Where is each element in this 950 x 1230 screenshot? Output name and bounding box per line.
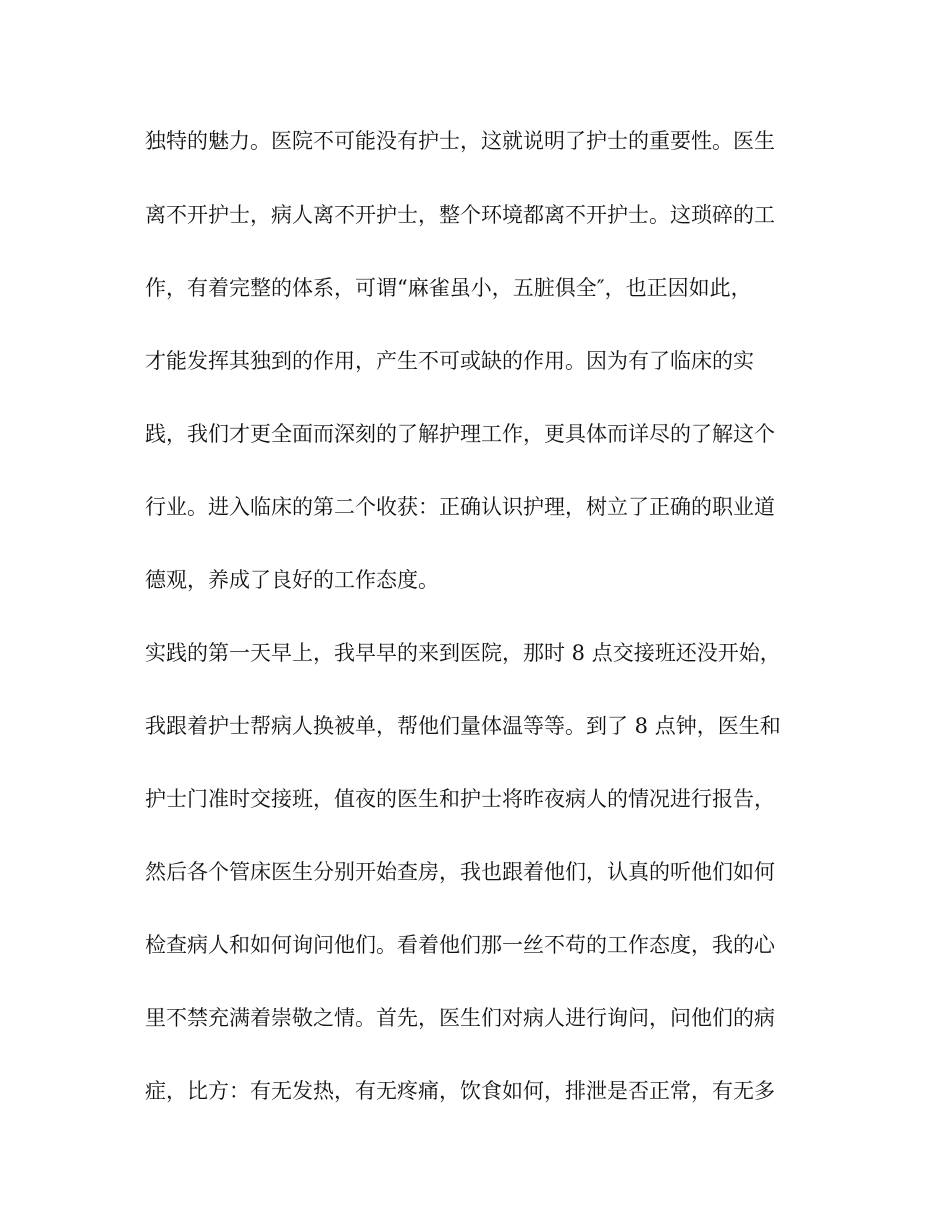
text-line: 独特的魅力。医院不可能没有护士，这就说明了护士的重要性。医生 <box>145 129 775 153</box>
text-line: 护士门准时交接班，值夜的医生和护士将昨夜病人的情况进行报告， <box>145 787 775 811</box>
text-line: 里不禁充满着崇敬之情。首先，医生们对病人进行询问，问他们的病 <box>145 1006 775 1030</box>
text-line: 检查病人和如何询问他们。看着他们那一丝不苟的工作态度，我的心 <box>145 933 775 957</box>
text-line: 我跟着护士帮病人换被单，帮他们量体温等等。到了 8 点钟，医生和 <box>145 714 781 738</box>
text-line: 实践的第一天早上，我早早的来到医院，那时 8 点交接班还没开始， <box>145 641 781 665</box>
text-line: 践，我们才更全面而深刻的了解护理工作，更具体而详尽的了解这个 <box>145 422 775 446</box>
text-line: 才能发挥其独到的作用，产生不可或缺的作用。因为有了临床的实 <box>145 349 754 373</box>
text-line: 症，比方：有无发热，有无疼痛，饮食如何，排泄是否正常，有无多 <box>145 1079 775 1103</box>
text-line: 离不开护士，病人离不开护士，整个环境都离不开护士。这琐碎的工 <box>145 203 775 227</box>
text-line: 然后各个管床医生分别开始查房，我也跟着他们，认真的听他们如何 <box>145 860 775 884</box>
text-line: 作，有着完整的体系，可谓“麻雀虽小，五脏俱全″，也正因如此， <box>145 276 752 300</box>
text-line: 德观，养成了良好的工作态度。 <box>145 568 439 592</box>
text-line: 行业。进入临床的第二个收获：正确认识护理，树立了正确的职业道 <box>145 495 775 519</box>
